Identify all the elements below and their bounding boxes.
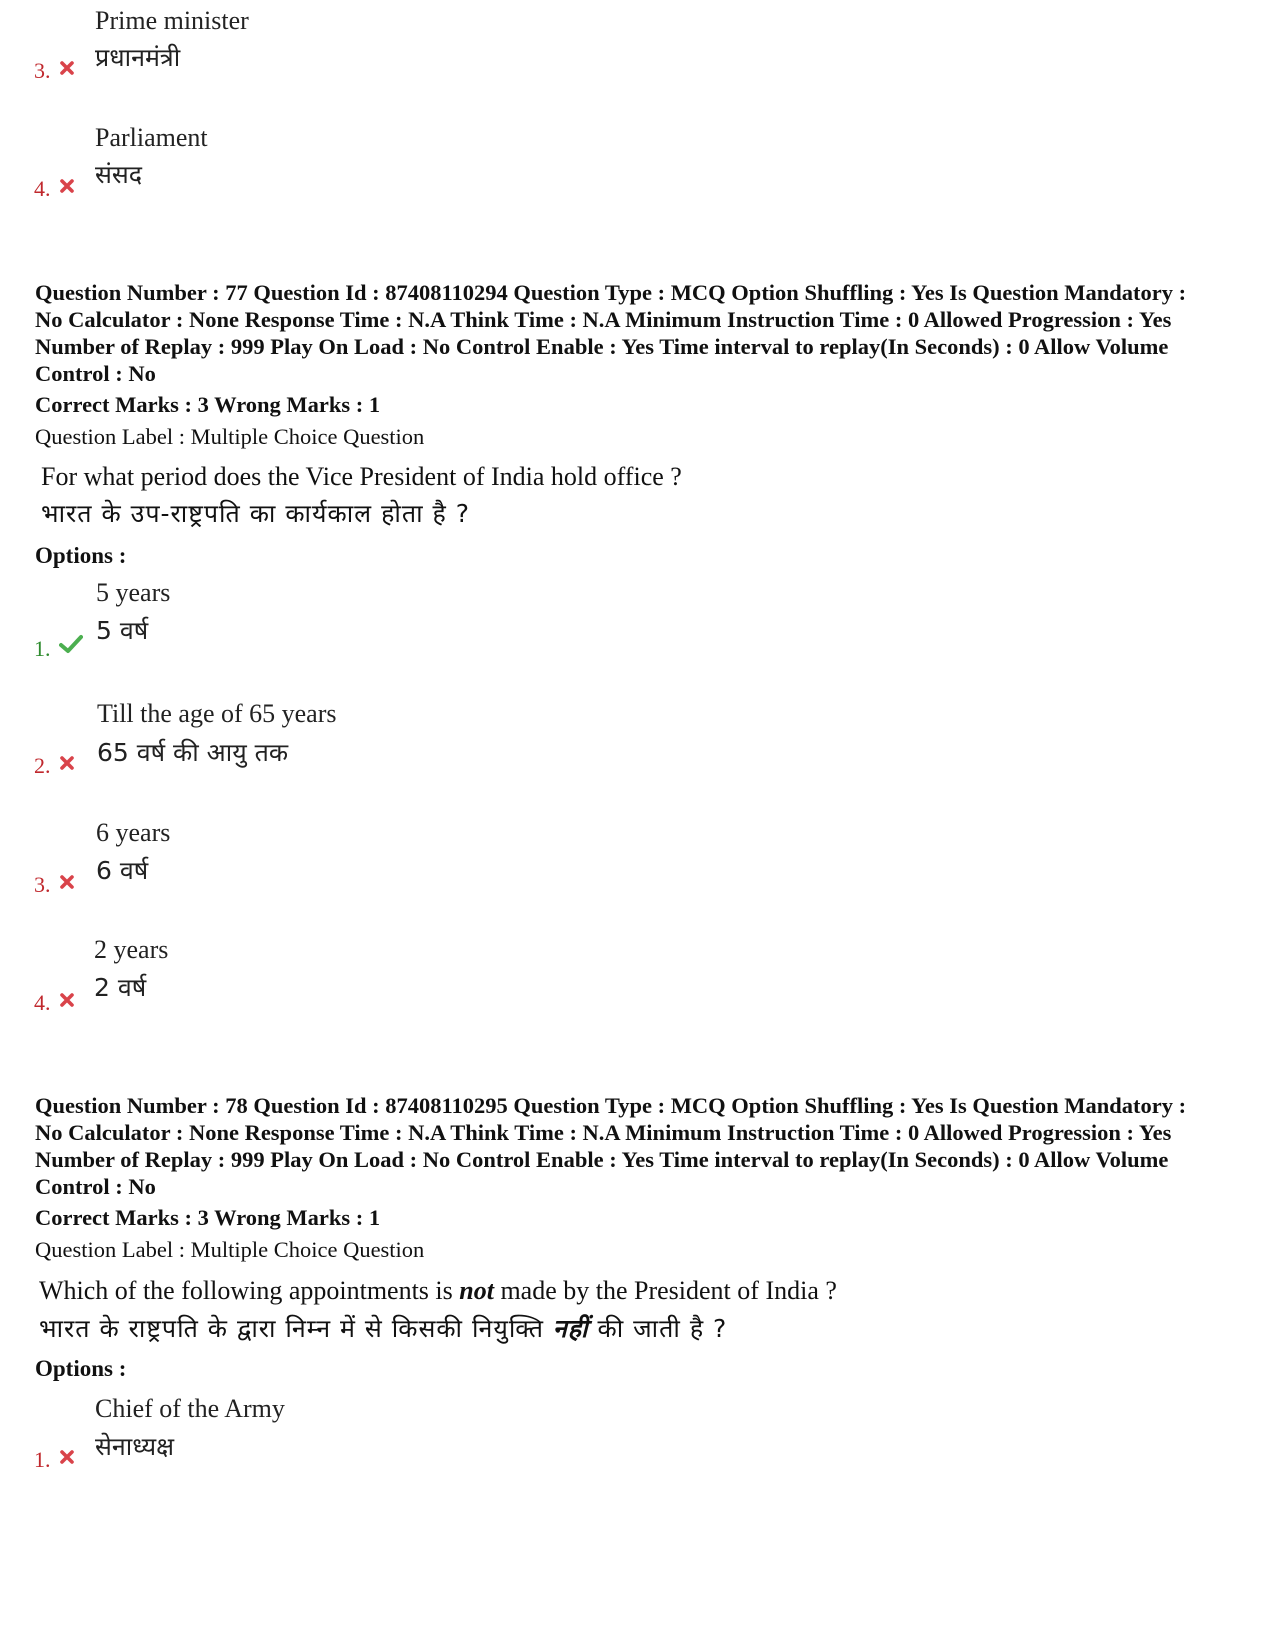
option-text-hi: सेनाध्यक्ष [95,1432,175,1461]
question-text-en-emphasis: not [459,1276,494,1305]
options-label: Options : [35,543,127,568]
option-number [34,634,83,662]
question-text-hi-part: भारत के राष्ट्रपति के द्वारा निम्न में से किसकी नियुक्ति [39,1314,544,1343]
option-number-label: 1. [34,1447,51,1472]
option-number-label: 2. [34,753,51,778]
question-text-hi-part: की जाती है ? [597,1314,728,1343]
option-text-en: 6 years [96,818,171,847]
cross-icon [59,60,75,76]
option-text-en: Prime minister [95,6,249,35]
question-label: Question Label : Multiple Choice Question [35,1237,425,1262]
question-meta: Question Number : 78 Question Id : 87408110295 Question Type : MCQ Option Shuffling : Yes Is Question Mandatory : No Calculator : None Response Time : N.A Think Time : N.A Minimum Instruction Time : 0 Allowed Progression : Yes Number of Replay : 999 Play On Load : No Control Enable : Yes Time interval to replay(In Seconds) : 0 Allow Volume Control : No [35,1093,1187,1199]
option-number [34,872,75,898]
question-text-en-part: made by the President of India ? [500,1276,837,1305]
question-text-hi [39,1311,727,1345]
option-number-label: 4. [34,176,51,201]
option-number [34,58,75,84]
cross-icon [59,755,75,771]
option-number [34,1447,75,1473]
option-number [34,990,75,1016]
options-label: Options : [35,1356,127,1381]
option-number-label: 1. [34,636,51,661]
option-text-en: Till the age of 65 years [97,699,337,728]
cross-icon [59,178,75,194]
option-text-hi: प्रधानमंत्री [95,43,181,72]
cross-icon [59,1449,75,1465]
question-text-hi-emphasis: नहीं [552,1314,589,1343]
option-text-hi: संसद [95,160,143,189]
option-text-hi: 65 वर्ष की आयु तक [97,738,289,767]
option-text-hi: 2 वर्ष [94,973,147,1002]
marks-info: Correct Marks : 3 Wrong Marks : 1 [35,392,381,417]
option-text-en: 5 years [96,578,171,607]
question-label: Question Label : Multiple Choice Question [35,424,425,449]
cross-icon [59,874,75,890]
option-text-en: 2 years [94,935,169,964]
check-icon [59,634,83,654]
option-number-label: 4. [34,990,51,1015]
option-number [34,753,75,779]
option-text-en: Parliament [95,123,208,152]
option-number-label: 3. [34,58,51,83]
question-text-en: For what period does the Vice President of India hold office ? [41,462,682,491]
option-number-label: 3. [34,872,51,897]
cross-icon [59,992,75,1008]
question-text-en-part: Which of the following appointments is [39,1276,453,1305]
option-text-en: Chief of the Army [95,1394,285,1423]
option-text-hi: 5 वर्ष [96,616,149,645]
question-text-hi: भारत के उप-राष्ट्रपति का कार्यकाल होता है ? [41,499,470,528]
question-meta: Question Number : 77 Question Id : 87408110294 Question Type : MCQ Option Shuffling : Yes Is Question Mandatory : No Calculator : None Response Time : N.A Think Time : N.A Minimum Instruction Time : 0 Allowed Progression : Yes Number of Replay : 999 Play On Load : No Control Enable : Yes Time interval to replay(In Seconds) : 0 Allow Volume Control : No [35,280,1187,386]
marks-info: Correct Marks : 3 Wrong Marks : 1 [35,1205,381,1230]
option-number [34,176,75,202]
option-text-hi: 6 वर्ष [96,856,149,885]
question-text-en [39,1276,837,1306]
